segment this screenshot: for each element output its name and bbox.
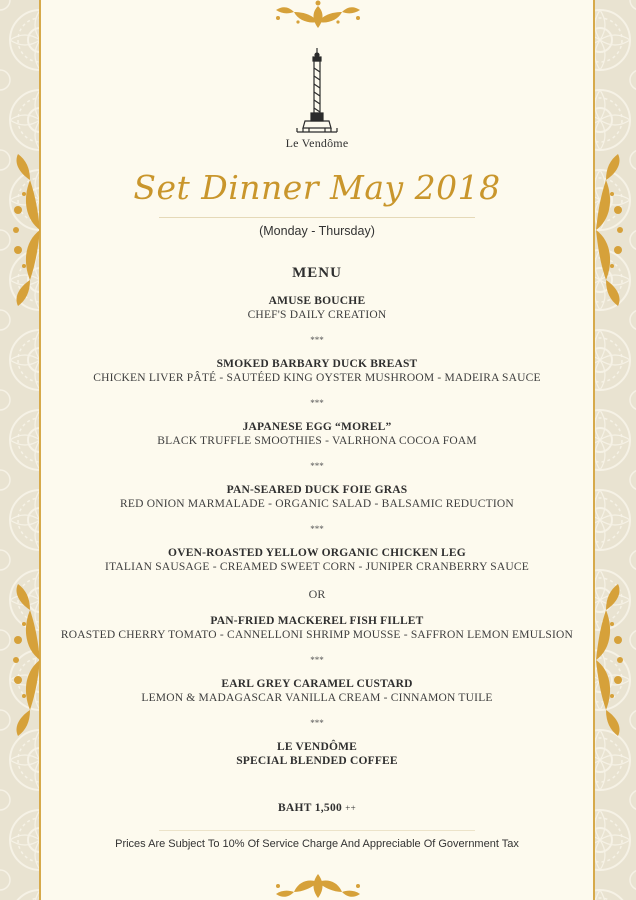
course-title: EARL GREY CARAMEL CUSTARD [221, 678, 413, 690]
course-description: ROASTED CHERRY TOMATO - CANNELLONI SHRIMP MOUSSE - SAFFRON LEMON EMULSION [60, 629, 574, 641]
price-label [41, 802, 593, 814]
column-tower-icon [293, 46, 341, 136]
course-item [41, 420, 593, 448]
main-choice-item [41, 614, 593, 642]
course-description: ITALIAN SAUSAGE - CREAMED SWEET CORN - JUNIPER CRANBERRY SAUCE [105, 561, 529, 573]
course-description: LEMON & MADAGASCAR VANILLA CREAM - CINNAMON TUILE [141, 692, 493, 704]
price-divider [159, 830, 475, 831]
course-separator: *** [310, 398, 324, 408]
menu-content [41, 0, 593, 900]
course-separator: *** [310, 718, 324, 728]
coffee-item [41, 740, 593, 768]
menu-heading: MENU [292, 265, 342, 281]
right-top-filigree-icon [588, 150, 628, 310]
course-item [41, 357, 593, 385]
course-separator: *** [310, 461, 324, 471]
course-description: CHEF'S DAILY CREATION [247, 309, 387, 321]
course-item [41, 294, 593, 322]
course-description: RED ONION MARMALADE - ORGANIC SALAD - BALSAMIC REDUCTION [120, 498, 514, 510]
or-divider: OR [308, 587, 326, 601]
brand-name: Le Vendôme [285, 136, 349, 150]
page-subtitle: (Monday - Thursday) [259, 224, 375, 238]
course-title: AMUSE BOUCHE [268, 295, 366, 307]
page-title: Set Dinner May 2018 [133, 168, 501, 207]
course-separator: *** [310, 335, 324, 345]
tax-note: Prices Are Subject To 10% Of Service Charge And Appreciable Of Government Tax [115, 838, 519, 850]
course-list [41, 294, 593, 768]
course-title: JAPANESE EGG “MOREL” [242, 421, 392, 433]
course-title: OVEN-ROASTED YELLOW ORGANIC CHICKEN LEG [168, 547, 466, 559]
right-bottom-filigree-icon [588, 580, 628, 740]
course-title: SMOKED BARBARY DUCK BREAST [216, 358, 418, 370]
main-choice-item [41, 546, 593, 574]
course-description: BLACK TRUFFLE SMOOTHIES - VALRHONA COCOA FOAM [157, 435, 477, 447]
course-description: CHICKEN LIVER PÂTÉ - SAUTÉED KING OYSTER MUSHROOM - MADEIRA SAUCE [93, 372, 541, 384]
dessert-item [41, 677, 593, 705]
course-title: PAN-FRIED MACKEREL FISH FILLET [210, 615, 424, 627]
course-separator: *** [310, 524, 324, 534]
price-suffix: ++ [345, 803, 357, 813]
course-title: PAN-SEARED DUCK FOIE GRAS [226, 484, 408, 496]
title-divider [159, 217, 475, 218]
price-value: BAHT 1,500 [277, 802, 343, 814]
course-item [41, 483, 593, 511]
coffee-line-2: SPECIAL BLENDED COFFEE [236, 755, 398, 767]
course-separator: *** [310, 655, 324, 665]
coffee-line-1: LE VENDÔME [276, 741, 358, 753]
